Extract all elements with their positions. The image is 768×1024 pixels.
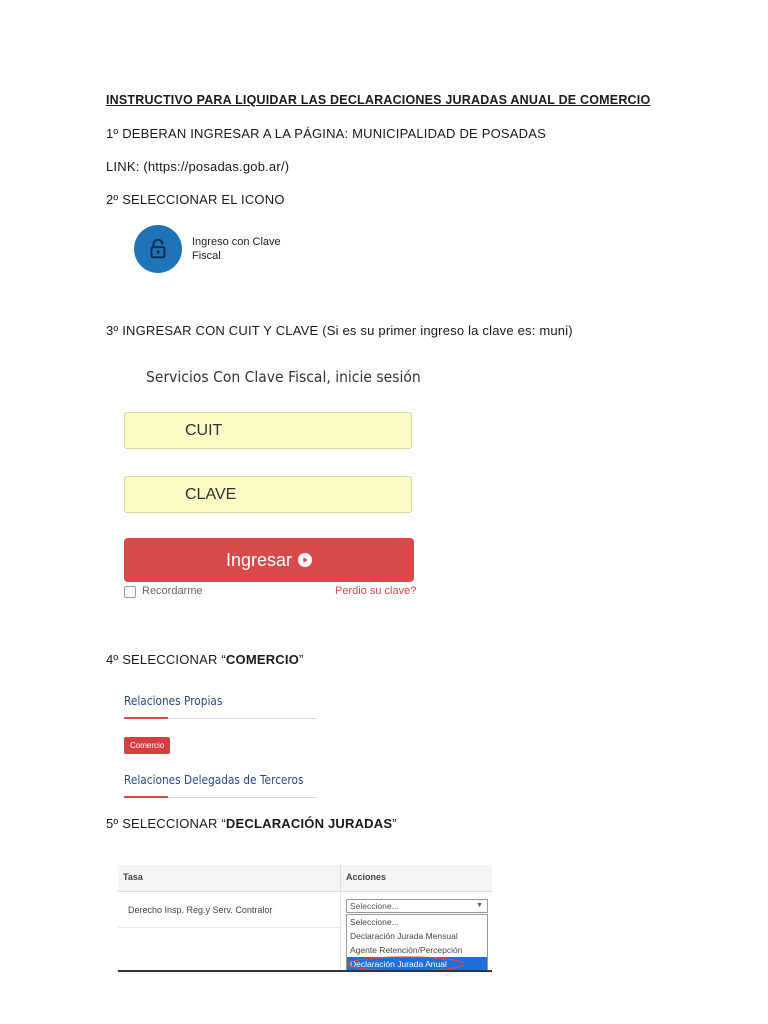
step-4-bold: COMERCIO [225, 652, 300, 667]
column-divider [340, 865, 341, 891]
dropdown-option[interactable]: Agente Retención/Percepción [350, 945, 463, 955]
dropdown-option-selected[interactable]: Declaración Jurada Anual [347, 957, 487, 971]
fiscal-login-icon-card[interactable] [134, 225, 302, 273]
icon-card-label [192, 235, 302, 263]
remember-label: Recordarme [142, 585, 203, 597]
step-4-text [106, 652, 304, 667]
play-circle-icon [298, 553, 312, 567]
ingresar-button-label: Ingresar [225, 549, 293, 570]
lock-icon [134, 225, 182, 273]
step-4-suffix: ” [299, 652, 304, 667]
red-underline [124, 796, 168, 798]
cuit-field[interactable] [124, 412, 412, 449]
document-title: INSTRUCTIVO PARA LIQUIDAR LAS DECLARACIONES JURADAS ANUAL DE COMERCIO [106, 93, 651, 107]
dropdown-option[interactable]: Declaración Jurada Mensual [350, 931, 458, 941]
step-5-text [106, 816, 397, 831]
table-header [118, 865, 492, 892]
cuit-field-placeholder: CUIT [185, 422, 223, 439]
step-3-text: 3º INGRESAR CON CUIT Y CLAVE (Si es su primer ingreso la clave es: muni) [106, 323, 573, 338]
column-header-tasa: Tasa [123, 872, 143, 882]
table-bottom-border [118, 970, 492, 972]
step-5-prefix: 5º SELECCIONAR “ [106, 816, 226, 831]
relaciones-propias-title: Relaciones Propias [124, 694, 223, 708]
column-header-acciones: Acciones [346, 872, 387, 882]
dropdown-option[interactable]: Seleccione... [350, 917, 399, 927]
step-1-text: 1º DEBERAN INGRESAR A LA PÁGINA: MUNICIPALIDAD DE POSADAS [106, 126, 546, 141]
clave-field[interactable] [124, 476, 412, 513]
step-5-suffix: ” [392, 816, 397, 831]
acciones-select-value: Seleccione... [350, 901, 399, 911]
relaciones-delegadas-title: Relaciones Delegadas de Terceros [124, 773, 304, 787]
link-text: LINK: (https://posadas.gob.ar/) [106, 159, 290, 174]
forgot-password-link[interactable]: Perdio su clave? [335, 585, 417, 597]
red-underline [124, 717, 168, 719]
step-5-bold: DECLARACIÓN JURADAS [225, 816, 393, 831]
tasa-table [118, 865, 492, 973]
chevron-down-icon: ▼ [476, 902, 483, 909]
step-4-prefix: 4º SELECCIONAR “ [106, 652, 226, 667]
icon-card-label-line-1: Ingreso con Clave [192, 236, 281, 248]
icon-card-label-line-2: Fiscal [192, 250, 221, 262]
clave-field-placeholder: CLAVE [185, 486, 237, 503]
comercio-chip[interactable]: Comercio [124, 737, 170, 754]
login-title: Servicios Con Clave Fiscal, inicie sesión [146, 368, 421, 386]
column-divider [340, 891, 341, 971]
remember-checkbox[interactable] [124, 586, 136, 598]
step-2-text: 2º SELECCIONAR EL ICONO [106, 192, 285, 207]
ingresar-button[interactable] [124, 538, 414, 582]
acciones-select[interactable] [346, 899, 488, 913]
table-row-label: Derecho Insp. Reg.y Serv. Contralor [128, 905, 273, 915]
row-divider [118, 927, 340, 928]
